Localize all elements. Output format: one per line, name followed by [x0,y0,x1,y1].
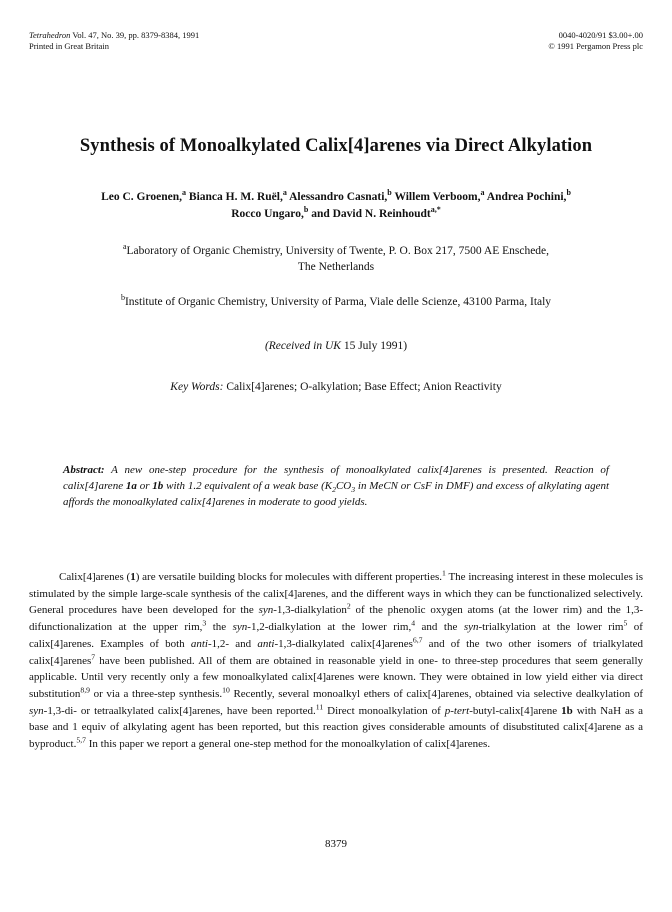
price-code: 0040-4020/91 $3.00+.00 [558,30,643,40]
italic-prefix: syn [258,604,274,617]
affiliation-mark: b [387,188,392,198]
paper-title: Synthesis of Monoalkylated Calix[4]arenes via Direct Alkylation [79,136,593,156]
text-run: -1,3-dialkylation [273,604,347,617]
affiliation-mark: b [120,293,125,303]
text-run: ) are versatile building blocks for molecules with different properties. [135,571,442,583]
text-run: In this paper we report a general one-step method for the monoalkylation of calix[4]arenes. [85,738,491,751]
abstract-text: CO [335,480,352,492]
keywords-text: Calix[4]arenes; O-alkylation; Base Effect; Anion Reactivity [223,381,502,393]
reference-mark: 7 [91,651,96,661]
author-list [60,189,612,223]
author-name: Andrea Pochini, [484,191,567,203]
author-name: Bianca H. M. Ruël, [186,191,283,203]
reference-mark: 11 [315,701,324,711]
text-run: and the [415,621,464,634]
text-run: The increasing interest in these molecules is stimulated by the simple large-scale synthesis of the calix[4]arenes, and the different ways in which they can be functionalized selectively. General procedures have been developed for the [29,571,643,617]
italic-prefix: anti [190,637,208,650]
text-run: -butyl-calix[4]arene [469,704,562,717]
keywords [0,381,672,393]
subscript: 2 [332,485,336,495]
affiliation-mark: b [566,188,571,198]
abstract-text: or [136,480,153,492]
author-name: Rocco Ungaro, [231,208,304,220]
compound-ref: 1b [152,480,164,492]
italic-prefix: syn [463,621,479,634]
text-run: or via a three-step synthesis. [89,687,223,700]
received-date [0,340,672,352]
page-number: 8379 [325,838,347,850]
received-value: 15 July 1991) [340,340,408,352]
italic-prefix: syn [232,621,248,634]
reference-mark: 5 [623,618,628,628]
body-text [29,569,643,753]
copyright: © 1991 Pergamon Press plc [548,41,643,51]
text-run: Calix[4]arenes ( [59,571,131,583]
printed-note: Printed in Great Britain [29,41,110,51]
text-run: Direct monoalkylation of [323,704,445,717]
reference-mark: 1 [442,568,446,578]
reference-mark: 6,7 [412,635,423,645]
affiliation-text: The Netherlands [297,261,375,273]
author-name: Leo C. Groenen, [101,191,182,203]
text-run: -1,3-dialkylated calix[4]arenes [274,637,413,650]
affiliation-mark: a [122,242,127,252]
text-run: -1,2-dialkylation at the lower rim, [247,621,412,634]
affiliation-mark: b [303,205,309,215]
subscript: 3 [351,485,356,495]
affiliation-mark: a [480,188,485,198]
reference-mark: 3 [202,618,207,628]
compound-ref: 1b [561,704,573,717]
text-run: and of the two other isomers of trialkylated calix[4]arenes [29,637,644,667]
text-run: of calix[4]arenes. Examples of both [29,621,643,650]
abstract-label: Abstract: [63,464,105,476]
journal-name: Tetrahedron [29,30,71,40]
affiliation-mark: a [182,188,187,198]
abstract-text: A new one-step procedure for the synthesis of monoalkylated calix[4]arenes is presented. Reaction of calix[4]arene [63,464,609,492]
journal-header [29,30,199,52]
affiliation-mark: a [282,188,287,198]
compound-ref: 1a [125,480,137,492]
affiliation-b [40,294,632,310]
journal-citation: Vol. 47, No. 39, pp. 8379-8384, 1991 [70,30,200,40]
italic-prefix: syn [29,704,44,717]
italic-prefix: p-tert [444,704,470,717]
text-run: -trialkylation at the lower rim [478,621,624,634]
text-run: the [206,621,233,634]
italic-prefix: anti [257,637,275,650]
reference-mark: 5,7 [76,735,86,745]
author-name: and David N. Reinhoudt [308,208,431,220]
affiliation-text: Laboratory of Organic Chemistry, University of Twente, P. O. Box 217, 7500 AE Enschede, [126,245,550,257]
author-name: Alessandro Casnati, [286,191,388,203]
received-label: (Received in UK [264,340,341,352]
affiliation-text: Institute of Organic Chemistry, University of Parma, Viale delle Scienze, 43100 Parma, Italy [124,296,552,308]
text-run: with NaH as a base and 1 equiv of alkylating agent has been reported, but this reaction gives considerable amounts of disubstituted calix[4]arene as a byproduct. [29,704,643,751]
abstract [63,462,609,510]
reference-mark: 8,9 [80,685,90,695]
reference-mark: 10 [222,685,230,695]
text-run: -1,3-di- or tetraalkylated calix[4]arenes, have been reported. [43,704,316,717]
text-run: -1,2- and [208,637,258,650]
body-paragraph [29,569,643,753]
affiliation-a [40,243,632,275]
abstract-text: in MeCN or CsF in DMF) and excess of alkylating agent affords the monoalkylated calix[4]arenes in moderate to good yields. [63,480,610,508]
keywords-label: Key Words: [170,381,224,393]
reference-mark: 4 [411,618,416,628]
author-name: Willem Verboom, [391,191,481,203]
text-run: of the phenolic oxygen atoms (at the lower rim) and the 1,3-difunctionalization at the upper rim, [29,604,644,634]
affiliation-mark: a,* [430,205,441,215]
abstract-text: with 1.2 equivalent of a weak base (K [163,480,333,492]
publisher-header [548,30,643,52]
text-run: Recently, several monoalkyl ethers of calix[4]arenes, obtained via selective dealkylation of [229,687,643,700]
compound-ref: 1 [130,571,136,583]
reference-mark: 2 [346,601,351,611]
text-run: have been published. All of them are obtained in reasonable yield in one- to three-step procedures that seem generally applicable. Until very recently only a few monoalkylated calix[4]arenes were known. They were obtained in low yield either via direct substitution [29,654,643,700]
